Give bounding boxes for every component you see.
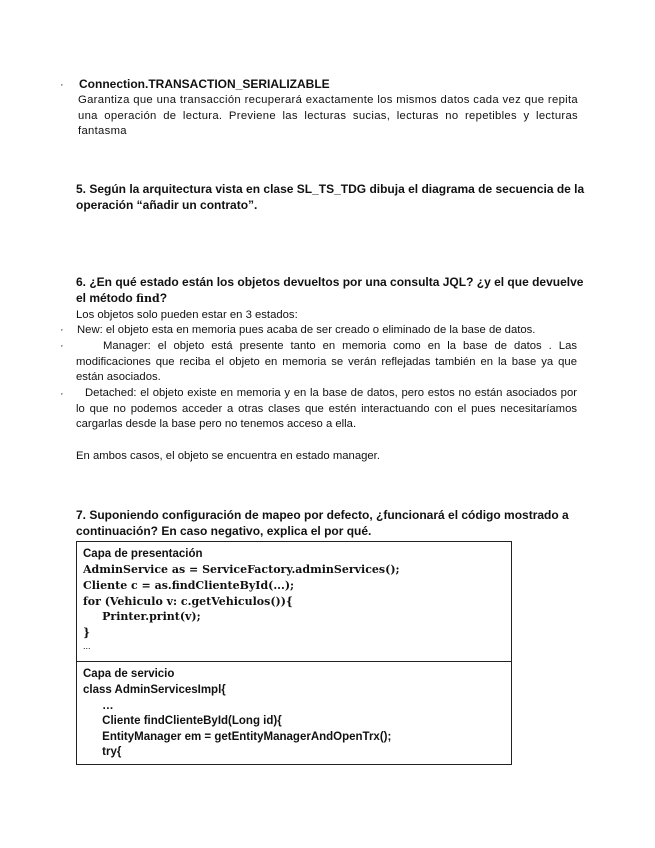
state-new: New: el objeto esta en memoria pues acaba de ser creado o eliminado de la base de datos.: [77, 324, 536, 336]
question-7: [76, 507, 586, 539]
code-line: AdminService as = ServiceFactory.adminServices();: [83, 563, 400, 576]
presentation-layer-title: Capa de presentación: [83, 548, 203, 560]
service-layer-title: Capa de servicio: [83, 668, 175, 680]
code-line: EntityManager em = getEntityManagerAndOpenTrx();: [83, 731, 392, 743]
bullet-dot: ·: [60, 388, 64, 400]
bullet-dot: ·: [60, 79, 64, 91]
code-line: try{: [83, 746, 122, 758]
code-line: Printer.print(v);: [83, 610, 201, 623]
code-table-divider: [77, 661, 511, 662]
question-6-line-1: 6. ¿En qué estado están los objetos devueltos por una consulta JQL? ¿y el que devuelve: [76, 275, 584, 289]
serializable-heading: Connection.TRANSACTION_SERIALIZABLE: [79, 77, 330, 91]
question-7-line-2: continuación? En caso negativo, explica el por qué.: [76, 524, 372, 538]
bullet-dot: ·: [60, 324, 64, 336]
code-line: …: [83, 700, 114, 712]
code-line: class AdminServicesImpl{: [83, 684, 226, 696]
code-line: Cliente c = as.findClienteById(...);: [83, 579, 295, 592]
code-line: }: [83, 626, 91, 639]
question-6-line-2-suffix: ?: [159, 291, 168, 305]
question-6-line-2-prefix: el método: [76, 291, 137, 305]
question-5-line-1: 5. Según la arquitectura vista en clase SL_TS_TDG dibuja el diagrama de secuencia de la: [76, 182, 585, 196]
states-conclusion: En ambos casos, el objeto se encuentra en estado manager.: [76, 450, 380, 462]
question-7-line-1: 7. Suponiendo configuración de mapeo por defecto, ¿funcionará el código mostrado a: [76, 508, 569, 522]
serializable-description: Garantiza que una transacción recuperará exactamente los mismos datos cada vez que repita una operación de lectura. Previene las lecturas sucias, lecturas no repetibles y lecturas fantasma: [78, 94, 578, 137]
question-6: [76, 274, 586, 307]
question-6-line-2: [76, 290, 586, 307]
find-method-code: find: [136, 292, 160, 305]
states-intro: Los objetos solo pueden estar en 3 estados:: [76, 309, 298, 321]
question-5-line-2: operación “añadir un contrato”.: [76, 198, 258, 212]
state-detached: Detached: el objeto existe en memoria y en la base de datos, pero estos no están asociados por lo que no podemos acceder a otras clases que estén interactuando con el pues necesitaríamos cargarlas desde la base pero no tenemos acceso a ella.: [76, 387, 577, 430]
state-manager: Manager: el objeto está presente tanto en memoria como en la base de datos . Las modificaciones que reciba el objeto en memoria se verán reflejadas también en la base ya que están asociados.: [76, 340, 577, 383]
bullet-dot: ·: [60, 340, 64, 352]
code-line: Cliente findClienteById(Long id){: [83, 715, 282, 727]
question-5: [76, 181, 586, 213]
code-table: [76, 541, 512, 765]
code-line: for (Vehiculo v: c.getVehiculos()){: [83, 595, 294, 608]
code-line-ellipsis: ...: [83, 641, 91, 651]
